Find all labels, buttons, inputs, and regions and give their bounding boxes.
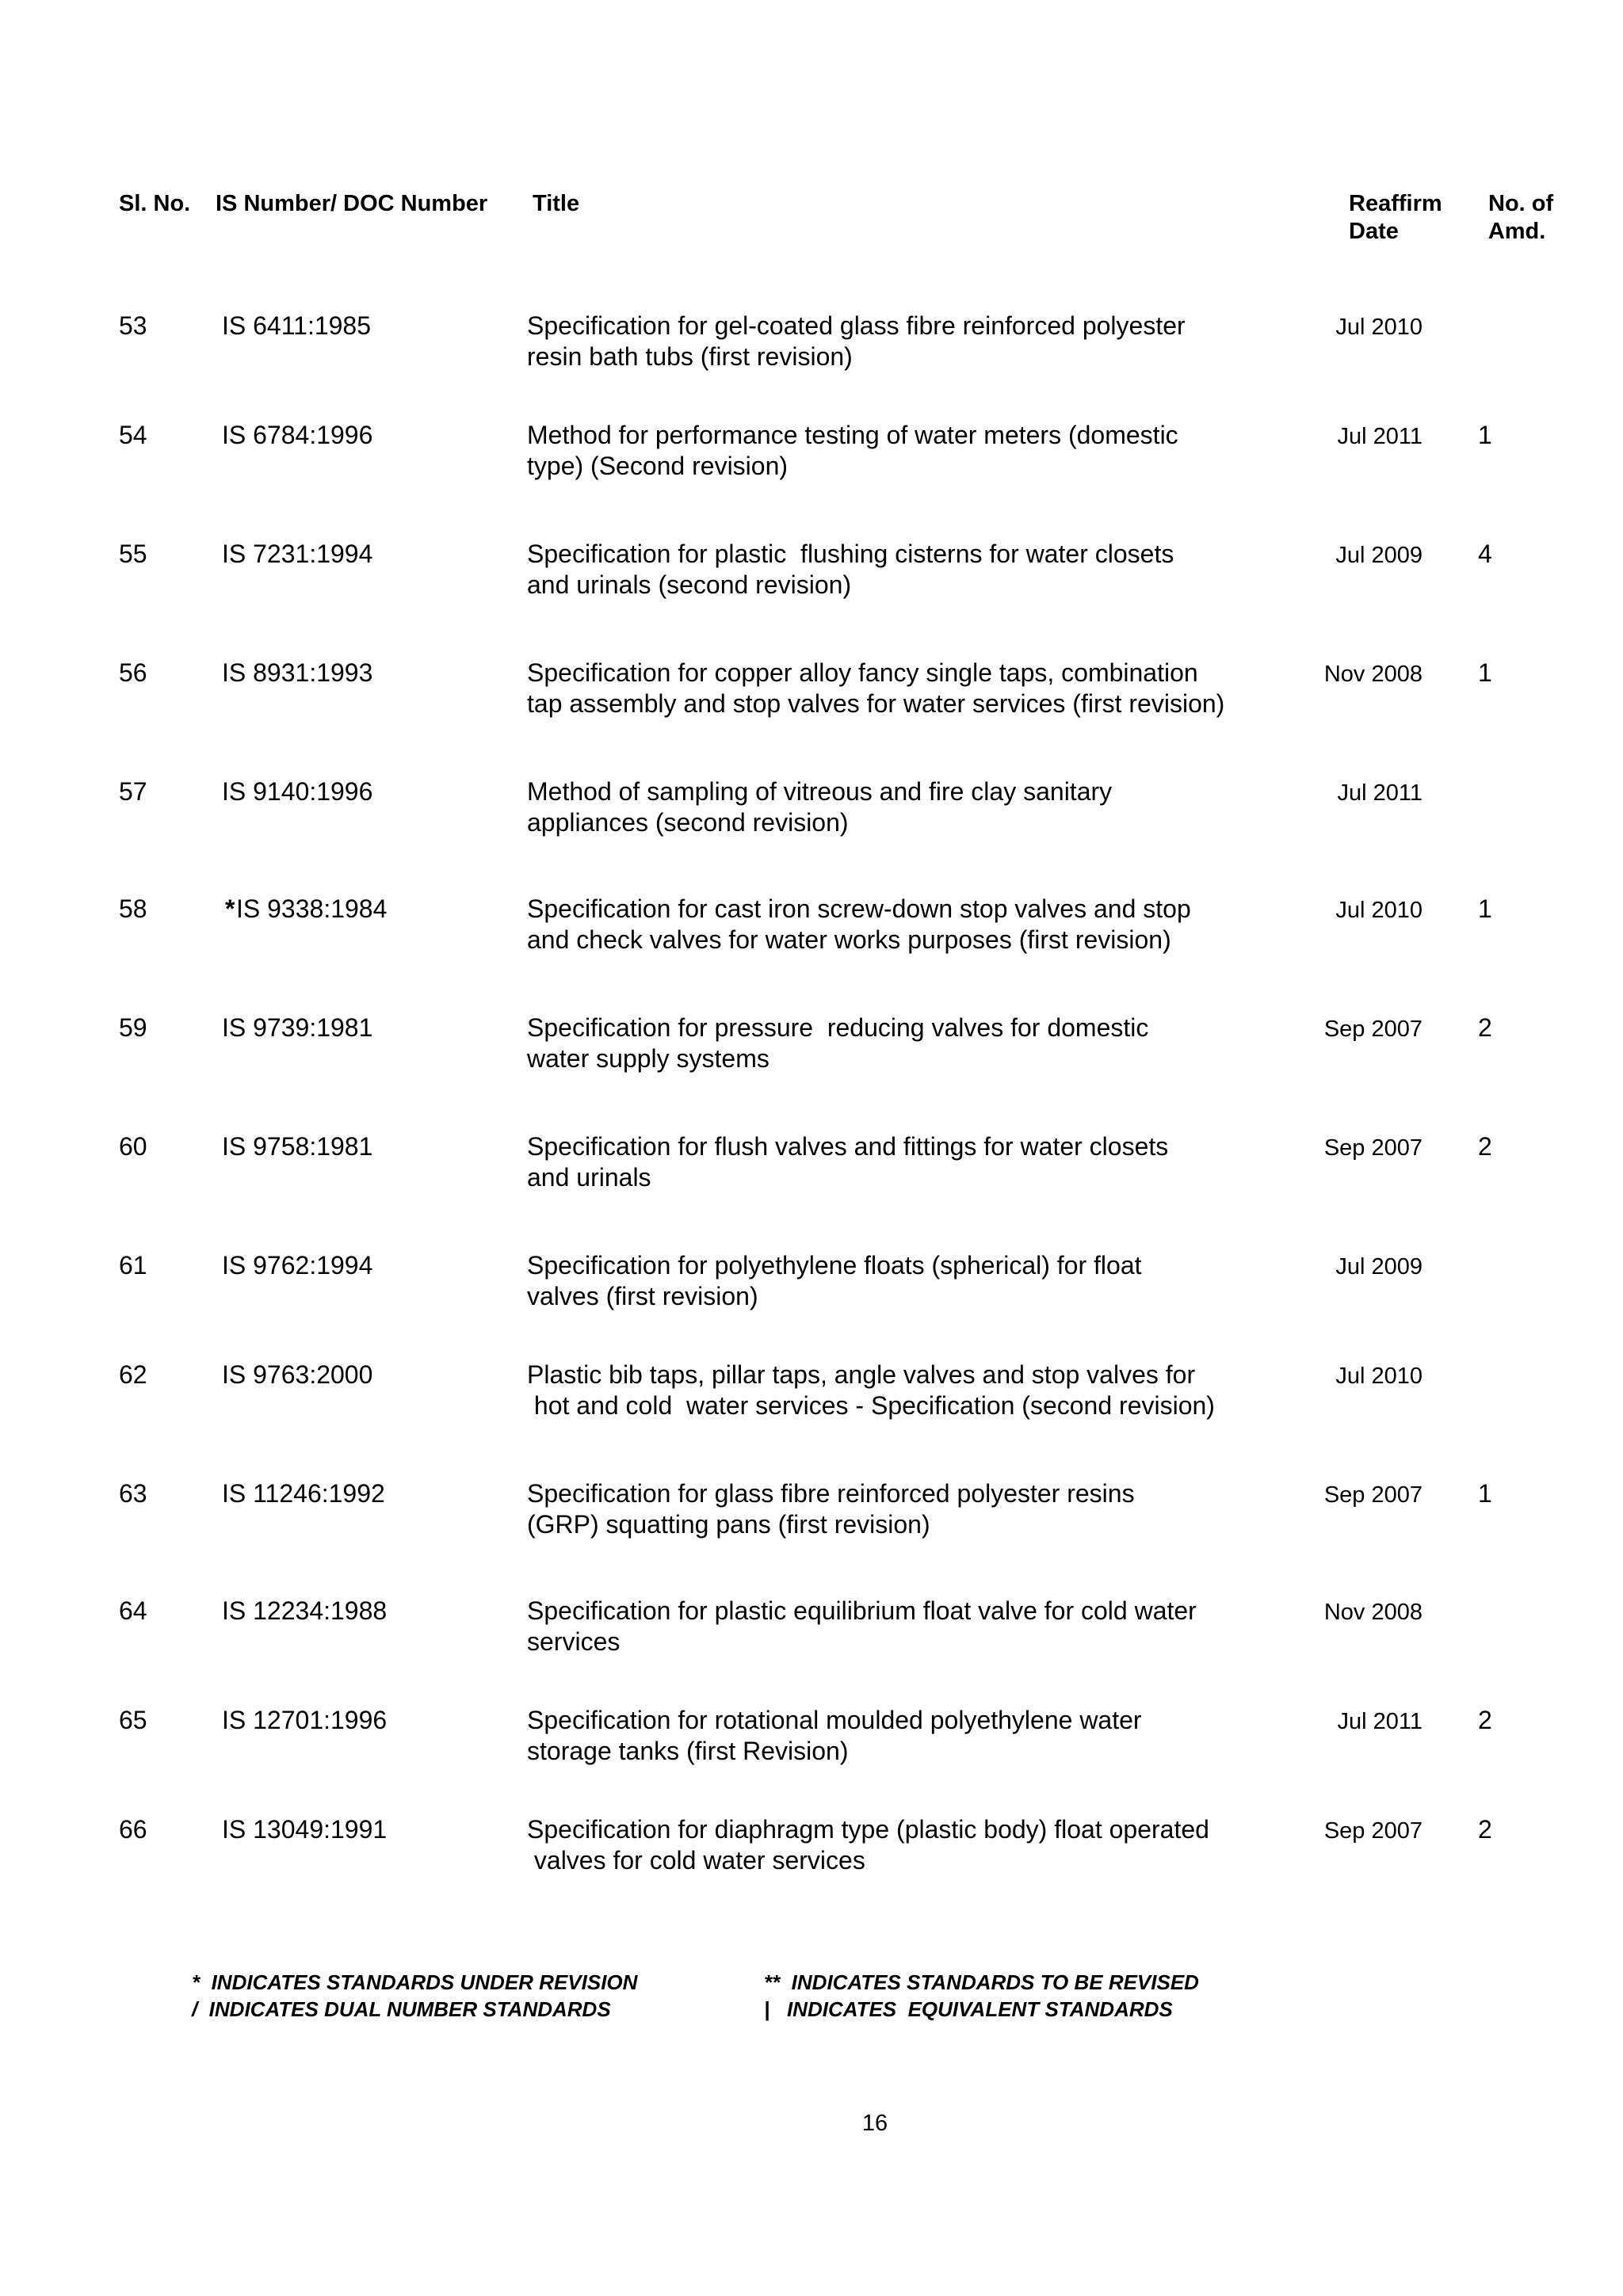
- row-is-number: [222, 776, 372, 807]
- row-title-line: and urinals: [527, 1163, 651, 1192]
- row-amendments: 1: [1478, 1479, 1492, 1508]
- row-reaffirm-date: Sep 2007: [1323, 1482, 1423, 1508]
- row-amendments: 2: [1478, 1815, 1492, 1844]
- header-reaffirm-line2: Date: [1349, 219, 1399, 244]
- row-is-number-text: IS 13049:1991: [222, 1815, 388, 1844]
- row-reaffirm-date: Jul 2009: [1335, 543, 1423, 568]
- header-reaffirm-line1: Reaffirm: [1349, 191, 1442, 216]
- header-reaffirm-date: [1349, 190, 1442, 246]
- row-is-number: [222, 658, 372, 688]
- row-sl-no: 60: [119, 1132, 147, 1161]
- row-sl-no: 56: [119, 658, 147, 687]
- row-sl-no: 54: [119, 421, 147, 449]
- row-is-number: [222, 1013, 372, 1043]
- row-title: [527, 1360, 1280, 1421]
- header-is-number: IS Number/ DOC Number: [216, 191, 488, 216]
- header-title: Title: [533, 191, 580, 216]
- row-title-line: Specification for diaphragm type (plastic body) float operated: [527, 1815, 1209, 1844]
- row-title-line: Method for performance testing of water meters (domestic: [527, 421, 1178, 449]
- row-is-number-text: IS 9739:1981: [222, 1013, 373, 1042]
- legend-to-be-revised: ** INDICATES STANDARDS TO BE REVISED: [764, 1970, 1199, 1994]
- row-title-line: Specification for plastic equilibrium float valve for cold water: [527, 1596, 1197, 1625]
- row-title-line: (GRP) squatting pans (first revision): [527, 1510, 930, 1539]
- page-number: 16: [861, 2111, 888, 2136]
- row-title-line: Specification for copper alloy fancy single taps, combination: [527, 658, 1198, 687]
- row-title-line: Specification for rotational moulded polyethylene water: [527, 1706, 1142, 1734]
- row-title: [527, 1250, 1280, 1312]
- row-title: [527, 1596, 1280, 1657]
- row-title-line: resin bath tubs (first revision): [527, 342, 853, 371]
- row-sl-no: 63: [119, 1479, 147, 1508]
- row-reaffirm-date: Jul 2010: [1335, 315, 1423, 340]
- row-is-number-text: IS 9338:1984: [236, 894, 388, 923]
- row-title-line: and urinals (second revision): [527, 570, 852, 599]
- row-is-number: [222, 1360, 372, 1390]
- row-is-number-text: IS 9762:1994: [222, 1251, 373, 1280]
- row-sl-no: 61: [119, 1251, 147, 1280]
- row-title-line: valves (first revision): [527, 1282, 758, 1310]
- row-is-number: [222, 539, 372, 570]
- row-is-number-text: IS 7231:1994: [222, 540, 373, 568]
- row-amendments: 1: [1478, 658, 1492, 687]
- row-reaffirm-date: Nov 2008: [1323, 1600, 1423, 1625]
- row-is-number-text: IS 9140:1996: [222, 777, 373, 806]
- row-title: [527, 420, 1280, 482]
- row-sl-no: 58: [119, 894, 147, 923]
- legend-dual-number: / INDICATES DUAL NUMBER STANDARDS: [192, 1997, 611, 2021]
- legend-under-revision: * INDICATES STANDARDS UNDER REVISION: [192, 1970, 638, 1994]
- row-title-line: tap assembly and stop valves for water services (first revision): [527, 689, 1225, 718]
- row-reaffirm-date: Sep 2007: [1323, 1016, 1423, 1042]
- row-is-number-text: IS 6784:1996: [222, 421, 373, 449]
- row-is-number-text: IS 12234:1988: [222, 1596, 388, 1625]
- row-is-number: [222, 1131, 372, 1162]
- row-amendments: 2: [1478, 1132, 1492, 1161]
- row-sl-no: 53: [119, 311, 147, 340]
- row-is-number: [225, 894, 388, 925]
- row-is-number-text: IS 12701:1996: [222, 1706, 388, 1734]
- row-title-line: Specification for gel-coated glass fibre reinforced polyester: [527, 311, 1186, 340]
- row-title-line: water supply systems: [527, 1044, 769, 1073]
- row-amendments: 2: [1478, 1706, 1492, 1734]
- row-title-line: hot and cold water services - Specification (second revision): [527, 1391, 1215, 1420]
- row-title-line: type) (Second revision): [527, 452, 789, 480]
- row-title-line: Specification for polyethylene floats (spherical) for float: [527, 1251, 1142, 1280]
- row-title-line: services: [527, 1627, 621, 1656]
- row-title: [527, 776, 1280, 838]
- row-is-number-text: IS 11246:1992: [222, 1479, 385, 1508]
- row-title-line: Specification for flush valves and fittings for water closets: [527, 1132, 1169, 1161]
- row-title: [527, 1478, 1280, 1540]
- row-title: [527, 1131, 1280, 1193]
- row-is-number: [222, 1814, 387, 1845]
- row-reaffirm-date: Jul 2010: [1335, 898, 1423, 923]
- row-title: [527, 1814, 1280, 1876]
- row-reaffirm-date: Jul 2009: [1335, 1254, 1423, 1280]
- row-title-line: valves for cold water services: [527, 1846, 865, 1875]
- row-sl-no: 57: [119, 777, 147, 806]
- revision-star-marker: *: [225, 894, 235, 923]
- legend-equivalent: | INDICATES EQUIVALENT STANDARDS: [764, 1997, 1173, 2021]
- row-title-line: Plastic bib taps, pillar taps, angle valves and stop valves for: [527, 1360, 1196, 1389]
- header-amd-line2: Amd.: [1487, 219, 1546, 244]
- row-reaffirm-date: Nov 2008: [1323, 662, 1423, 687]
- row-title-line: appliances (second revision): [527, 808, 849, 837]
- row-reaffirm-date: Jul 2011: [1337, 1709, 1423, 1734]
- row-title: [527, 1013, 1280, 1074]
- row-sl-no: 64: [119, 1596, 147, 1625]
- row-title-line: Specification for pressure reducing valves for domestic: [527, 1013, 1149, 1042]
- row-sl-no: 65: [119, 1706, 147, 1734]
- row-is-number: [222, 1250, 372, 1281]
- row-is-number: [222, 1705, 387, 1736]
- row-is-number: [222, 1478, 385, 1509]
- row-title-line: and check valves for water works purposes (first revision): [527, 925, 1171, 954]
- row-amendments: 2: [1478, 1013, 1492, 1042]
- row-reaffirm-date: Sep 2007: [1323, 1818, 1423, 1844]
- row-title-line: storage tanks (first Revision): [527, 1737, 849, 1765]
- row-reaffirm-date: Jul 2011: [1337, 424, 1423, 449]
- row-is-number: [222, 1596, 387, 1627]
- row-reaffirm-date: Sep 2007: [1323, 1135, 1423, 1161]
- row-amendments: 4: [1478, 540, 1492, 568]
- header-amd-line1: No. of: [1488, 191, 1554, 216]
- row-reaffirm-date: Jul 2010: [1335, 1363, 1423, 1389]
- row-title: [527, 894, 1280, 955]
- row-title-line: Specification for plastic flushing cisterns for water closets: [527, 540, 1174, 568]
- row-is-number-text: IS 8931:1993: [222, 658, 373, 687]
- row-is-number: [222, 311, 371, 341]
- row-title-line: Method of sampling of vitreous and fire clay sanitary: [527, 777, 1113, 806]
- row-sl-no: 59: [119, 1013, 147, 1042]
- row-is-number-text: IS 9758:1981: [222, 1132, 373, 1161]
- row-title-line: Specification for glass fibre reinforced polyester resins: [527, 1479, 1135, 1508]
- row-sl-no: 66: [119, 1815, 147, 1844]
- row-is-number-text: IS 9763:2000: [222, 1360, 373, 1389]
- row-sl-no: 55: [119, 540, 147, 568]
- row-amendments: 1: [1478, 894, 1492, 923]
- header-no-of-amd: [1480, 190, 1553, 246]
- row-title: [527, 1705, 1280, 1767]
- row-is-number: [222, 420, 372, 451]
- row-reaffirm-date: Jul 2011: [1337, 780, 1423, 806]
- row-title: [527, 658, 1280, 719]
- row-title: [527, 311, 1280, 372]
- row-is-number-text: IS 6411:1985: [222, 311, 372, 340]
- row-sl-no: 62: [119, 1360, 147, 1389]
- header-sl-no: Sl. No.: [119, 191, 191, 216]
- row-amendments: 1: [1478, 421, 1492, 449]
- row-title-line: Specification for cast iron screw-down stop valves and stop: [527, 894, 1191, 923]
- row-title: [527, 539, 1280, 601]
